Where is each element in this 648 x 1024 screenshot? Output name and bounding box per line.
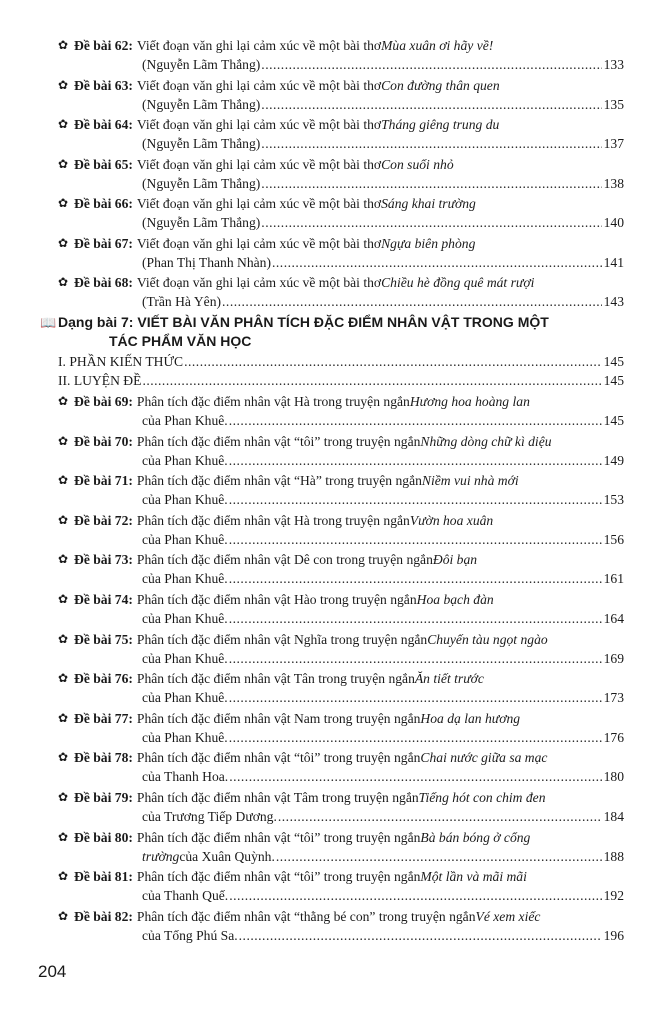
toc-entry	[58, 828, 624, 866]
page-number: 156	[603, 531, 624, 547]
entry-label: Đề bài 69:	[74, 394, 133, 409]
entry-text: Phân tích đặc điểm nhân vật Nghĩa trong truyện ngắn	[136, 631, 428, 647]
entry-text: Viết đoạn văn ghi lại cảm xúc về một bài thơ	[136, 275, 382, 290]
entry-work-title: Con suối nhỏ	[381, 156, 454, 172]
entry-work-title: Con đường thân quen	[381, 77, 500, 93]
entry-work-title: Hoa dạ lan hương	[420, 710, 521, 726]
page-number: 138	[603, 175, 624, 191]
entry-author: của Trương Tiếp Dương.	[142, 809, 277, 824]
entry-work-title: Những dòng chữ kì diệu	[420, 433, 552, 449]
page-number: 145	[603, 373, 624, 388]
star-bullet-icon: ✿	[58, 631, 69, 646]
dot-leader	[229, 490, 602, 509]
entry-text: Phân tích đặc điểm nhân vật “tôi” trong truyện ngắn	[136, 829, 421, 845]
toc-entry	[58, 867, 624, 905]
entry-author: (Nguyễn Lãm Thắng)	[142, 215, 261, 230]
entry-work-title: Niềm vui nhà mới	[421, 473, 519, 489]
entry-label: Đề bài 64:	[74, 117, 133, 132]
page-number: 161	[603, 571, 624, 587]
entry-label: Đề bài 75:	[74, 631, 133, 647]
entry-label: Đề bài 63:	[74, 77, 133, 93]
entry-work-title: Vườn hoa xuân	[409, 512, 494, 528]
dot-leader	[184, 352, 602, 371]
entry-author: (Nguyễn Lãm Thắng)	[142, 136, 261, 151]
star-bullet-icon: ✿	[58, 433, 69, 448]
dot-leader	[261, 213, 601, 232]
entry-label: Đề bài 70:	[74, 433, 133, 449]
star-bullet-icon: ✿	[58, 592, 69, 606]
dot-leader	[272, 253, 602, 272]
star-bullet-icon: ✿	[58, 829, 69, 844]
page-number: 133	[603, 57, 624, 72]
toc-line-text: II. LUYỆN ĐỀ	[58, 373, 142, 388]
entry-author: của Phan Khuê.	[142, 729, 228, 745]
entry-text: Phân tích đặc điểm nhân vật Dê con trong truyện ngắn	[136, 552, 433, 568]
toc-line-practice	[58, 371, 624, 390]
dot-leader	[261, 174, 601, 193]
dot-leader	[261, 55, 601, 74]
dot-leader	[229, 411, 602, 430]
entry-label: Đề bài 68:	[74, 275, 133, 290]
dot-leader	[261, 95, 601, 114]
dot-leader	[229, 451, 602, 470]
star-bullet-icon: ✿	[58, 790, 69, 804]
entry-text: Phân tích đặc điểm nhân vật “thằng bé con” trong truyện ngắn	[136, 908, 476, 924]
entry-label: Đề bài 80:	[74, 829, 133, 845]
entry-label: Đề bài 82:	[74, 908, 133, 924]
toc-entry	[58, 115, 624, 153]
dot-leader	[229, 688, 602, 707]
dot-leader	[142, 371, 601, 390]
entry-work-title: Ăn tiết trước	[414, 671, 484, 687]
entry-label: Đề bài 81:	[74, 869, 133, 885]
toc-entry	[58, 273, 624, 311]
entry-author: (Nguyễn Lãm Thắng)	[142, 57, 261, 72]
entry-work-title: Sáng khai trường	[381, 196, 476, 211]
entry-author: của Phan Khuê.	[142, 571, 228, 587]
entry-author: của Xuân Quỳnh.	[179, 848, 275, 864]
dot-leader	[229, 609, 602, 628]
entry-author: (Trần Hà Yên)	[142, 294, 222, 309]
entry-author: của Thanh Quế.	[142, 888, 229, 904]
entry-work-title: Hương hoa hoàng lan	[409, 394, 530, 409]
entry-work-title-cont: trường	[142, 848, 180, 864]
dot-leader	[229, 886, 601, 905]
dot-leader	[229, 530, 602, 549]
dot-leader	[276, 847, 602, 866]
entry-text: Phân tích đặc điểm nhân vật Nam trong truyện ngắn	[136, 710, 421, 726]
page-number: 164	[603, 611, 624, 626]
entry-label: Đề bài 77:	[74, 710, 133, 726]
toc-line-text: I. PHẦN KIẾN THỨC	[58, 354, 184, 369]
star-bullet-icon: ✿	[58, 275, 69, 289]
toc-entry	[58, 471, 624, 509]
entry-work-title: Ngựa biên phòng	[381, 235, 476, 251]
entry-label: Đề bài 76:	[74, 671, 133, 687]
entry-text: Viết đoạn văn ghi lại cảm xúc về một bài thơ	[136, 196, 382, 211]
page-number: 137	[603, 136, 624, 151]
toc-entry	[58, 194, 624, 232]
dot-leader	[222, 292, 602, 311]
entry-label: Đề bài 65:	[74, 156, 133, 172]
toc-entry	[58, 907, 624, 945]
toc-entry	[58, 630, 624, 668]
page-number: 135	[603, 96, 624, 112]
page-number: 196	[603, 927, 624, 943]
star-bullet-icon: ✿	[58, 710, 69, 725]
entry-label: Đề bài 62:	[74, 38, 133, 53]
page-number: 180	[603, 769, 624, 785]
entry-text: Phân tích đặc điểm nhân vật “tôi” trong truyện ngắn	[136, 869, 421, 885]
entry-work-title: Vé xem xiếc	[475, 908, 541, 924]
entry-label: Đề bài 74:	[74, 592, 133, 607]
dot-leader	[278, 807, 602, 826]
entry-work-title: Tháng giêng trung du	[381, 117, 500, 132]
page-number: 153	[603, 492, 624, 508]
page-number: 188	[603, 848, 624, 864]
entry-text: Phân tích đặc điểm nhân vật Tâm trong truyện ngắn	[136, 790, 419, 805]
star-bullet-icon: ✿	[58, 196, 69, 210]
toc-entry	[58, 709, 624, 747]
entry-label: Đề bài 66:	[74, 196, 133, 211]
entry-author: của Phan Khuê.	[142, 690, 228, 706]
star-bullet-icon: ✿	[58, 552, 69, 567]
entry-text: Phân tích đặc điểm nhân vật “Hà” trong truyện ngắn	[136, 473, 422, 489]
page-number: 176	[603, 729, 624, 745]
toc-entry	[58, 788, 624, 826]
star-bullet-icon: ✿	[58, 908, 69, 923]
star-bullet-icon: ✿	[58, 750, 69, 765]
entry-work-title: Mùa xuân ơi hãy về!	[381, 38, 494, 53]
entry-text: Phân tích đặc điểm nhân vật Hào trong truyện ngắn	[136, 592, 417, 607]
entry-author: (Nguyễn Lãm Thắng)	[142, 96, 261, 112]
entry-author: của Phan Khuê.	[142, 531, 228, 547]
entry-text: Phân tích đặc điểm nhân vật Tân trong truyện ngắn	[136, 671, 415, 687]
entry-work-title: Chai nước giữa sa mạc	[420, 750, 548, 766]
entry-work-title: Đôi bạn	[432, 552, 478, 568]
entry-author: của Phan Khuê.	[142, 492, 228, 508]
entry-author: của Phan Khuê.	[142, 413, 228, 428]
toc-entry	[58, 76, 624, 114]
open-book-icon: 📖	[40, 315, 57, 330]
page-number: 145	[603, 354, 624, 369]
dot-leader	[229, 649, 602, 668]
toc-entry	[58, 550, 624, 588]
entry-label: Đề bài 79:	[74, 790, 133, 805]
entry-work-title: Chuyến tàu ngọt ngào	[427, 631, 548, 647]
star-bullet-icon: ✿	[58, 473, 69, 488]
section-title-line2: TÁC PHẨM VĂN HỌC	[109, 333, 252, 349]
toc-entry	[58, 234, 624, 272]
toc-entry	[58, 511, 624, 549]
page-number: 145	[603, 413, 624, 428]
toc-entry	[58, 590, 624, 628]
entry-label: Đề bài 73:	[74, 552, 133, 568]
star-bullet-icon: ✿	[58, 512, 69, 527]
entry-label: Đề bài 67:	[74, 235, 133, 251]
entry-work-title: Hoa bạch đàn	[416, 592, 494, 607]
entry-author: của Phan Khuê.	[142, 650, 228, 666]
entry-work-title: Một lần và mãi mãi	[420, 869, 527, 885]
toc-line-knowledge	[58, 352, 624, 371]
page-number: 169	[603, 650, 624, 666]
entry-author: của Tống Phú Sa.	[142, 927, 238, 943]
entry-text: Viết đoạn văn ghi lại cảm xúc về một bài thơ	[136, 156, 382, 172]
entry-text: Viết đoạn văn ghi lại cảm xúc về một bài thơ	[136, 38, 382, 53]
entry-author: (Phan Thị Thanh Nhàn)	[142, 254, 271, 270]
toc-entry	[58, 748, 624, 786]
entry-label: Đề bài 78:	[74, 750, 133, 766]
star-bullet-icon: ✿	[58, 235, 69, 250]
star-bullet-icon: ✿	[58, 869, 69, 884]
star-bullet-icon: ✿	[58, 156, 69, 171]
page-number: 141	[603, 254, 624, 270]
toc-entry	[58, 432, 624, 470]
entry-label: Đề bài 71:	[74, 473, 133, 489]
star-bullet-icon: ✿	[58, 77, 69, 92]
page-number: 173	[603, 690, 624, 706]
entry-author: của Thanh Hoa.	[142, 769, 229, 785]
page-number: 140	[603, 215, 624, 230]
page-number: 184	[603, 809, 624, 824]
star-bullet-icon: ✿	[58, 394, 69, 408]
section-title-line1: VIẾT BÀI VĂN PHÂN TÍCH ĐẶC ĐIỂM NHÂN VẬT TRONG MỘT	[137, 314, 549, 330]
dot-leader	[229, 728, 602, 747]
section-label: Dạng bài 7:	[58, 314, 134, 330]
entry-text: Phân tích đặc điểm nhân vật Hà trong truyện ngắn	[136, 394, 410, 409]
entry-author: (Nguyễn Lãm Thắng)	[142, 175, 261, 191]
entry-text: Phân tích đặc điểm nhân vật “tôi” trong truyện ngắn	[136, 433, 421, 449]
dot-leader	[229, 569, 602, 588]
entry-author: của Phan Khuê.	[142, 452, 228, 468]
section-heading	[40, 313, 600, 351]
entry-work-title: Bà bán bóng ở cổng	[420, 829, 531, 845]
toc-entry	[58, 155, 624, 193]
entry-text: Phân tích đặc điểm nhân vật “tôi” trong truyện ngắn	[136, 750, 421, 766]
entry-work-title: Tiếng hót con chim đen	[418, 790, 546, 805]
toc-entry	[58, 36, 624, 74]
star-bullet-icon: ✿	[58, 671, 69, 686]
entry-text: Viết đoạn văn ghi lại cảm xúc về một bài thơ	[136, 77, 382, 93]
star-bullet-icon: ✿	[58, 38, 69, 52]
entry-text: Phân tích đặc điểm nhân vật Hà trong truyện ngắn	[136, 512, 410, 528]
entry-author: của Phan Khuê.	[142, 611, 228, 626]
dot-leader	[261, 134, 601, 153]
entry-text: Viết đoạn văn ghi lại cảm xúc về một bài thơ	[136, 235, 382, 251]
entry-text: Viết đoạn văn ghi lại cảm xúc về một bài thơ	[136, 117, 382, 132]
page-number: 149	[603, 452, 624, 468]
entry-work-title: Chiều hè đồng quê mát rượi	[381, 275, 535, 290]
toc-entry	[58, 392, 624, 430]
entry-label: Đề bài 72:	[74, 512, 133, 528]
footer-page-number: 204	[38, 962, 67, 981]
toc-entry	[58, 669, 624, 707]
page-number: 192	[603, 888, 624, 904]
page-number: 143	[603, 294, 624, 309]
dot-leader	[239, 926, 602, 945]
star-bullet-icon: ✿	[58, 117, 69, 131]
dot-leader	[229, 767, 601, 786]
